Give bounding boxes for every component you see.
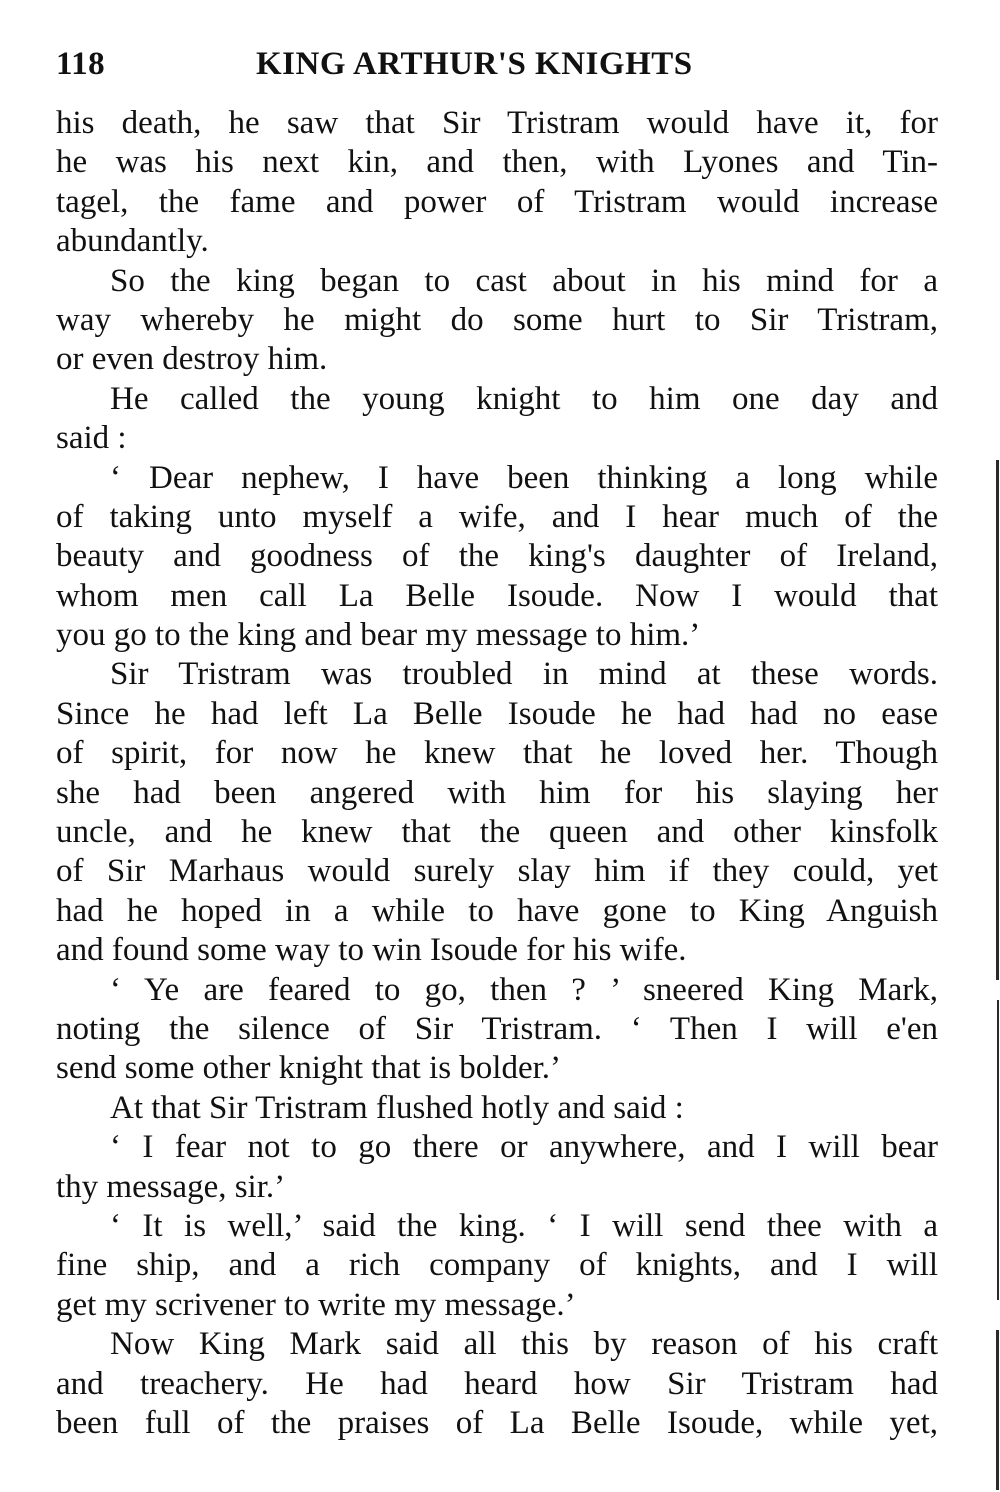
text-line: He called the young knight to him one day and <box>110 380 938 417</box>
text-line: he was his next kin, and then, with Lyones and Tin- <box>56 144 938 181</box>
running-title: KING ARTHUR'S KNIGHTS <box>256 46 693 82</box>
text-line: whom men call La Belle Isoude. Now I would that <box>56 577 938 614</box>
page-edge-shadow <box>997 1000 999 1300</box>
text-line: fine ship, and a rich company of knights, and I will <box>56 1247 938 1284</box>
text-line: you go to the king and bear my message to him.’ <box>56 617 701 654</box>
text-line: At that Sir Tristram flushed hotly and said : <box>110 1089 684 1126</box>
page-edge-shadow <box>996 1330 999 1490</box>
text-line: ‘ It is well,’ said the king. ‘ I will send thee with a <box>110 1207 938 1244</box>
text-line: and found some way to win Isoude for his wife. <box>56 932 687 969</box>
text-line: of spirit, for now he knew that he loved her. Though <box>56 735 938 772</box>
text-line: ‘ I fear not to go there or anywhere, and I will bear <box>110 1129 938 1166</box>
text-line: ‘ Ye are feared to go, then ? ’ sneered King Mark, <box>110 971 938 1008</box>
text-line: beauty and goodness of the king's daughter of Ireland, <box>56 538 938 575</box>
text-line: tagel, the fame and power of Tristram would increase <box>56 183 938 220</box>
text-line: and treachery. He had heard how Sir Tristram had <box>56 1365 938 1402</box>
text-line: Sir Tristram was troubled in mind at these words. <box>110 656 938 693</box>
text-line: or even destroy him. <box>56 341 328 378</box>
text-line: thy message, sir.’ <box>56 1168 286 1205</box>
text-line: his death, he saw that Sir Tristram would have it, for <box>56 105 938 141</box>
text-line: ‘ Dear nephew, I have been thinking a long while <box>110 459 938 496</box>
text-line: she had been angered with him for his slaying her <box>56 774 938 811</box>
text-line: had he hoped in a while to have gone to King Anguish <box>56 892 938 929</box>
text-line: uncle, and he knew that the queen and other kinsfolk <box>56 814 938 851</box>
text-line: noting the silence of Sir Tristram. ‘ Then I will e'en <box>56 1010 938 1047</box>
text-line: send some other knight that is bolder.’ <box>56 1050 562 1087</box>
text-line: So the king began to cast about in his mind for a <box>110 262 938 299</box>
text-line: said : <box>56 420 127 457</box>
text-line: of taking unto myself a wife, and I hear much of the <box>56 498 938 535</box>
page-number: 118 <box>56 46 106 82</box>
text-line: abundantly. <box>56 223 209 260</box>
page-edge-shadow <box>996 460 999 980</box>
text-line: Since he had left La Belle Isoude he had had no ease <box>56 695 938 732</box>
text-line: of Sir Marhaus would surely slay him if they could, yet <box>56 853 938 890</box>
body-text <box>56 104 938 1443</box>
running-head <box>56 44 756 84</box>
text-line: get my scrivener to write my message.’ <box>56 1286 576 1323</box>
text-line: way whereby he might do some hurt to Sir Tristram, <box>56 301 938 338</box>
text-line: Now King Mark said all this by reason of his craft <box>110 1326 938 1363</box>
text-line: been full of the praises of La Belle Isoude, while yet, <box>56 1404 938 1441</box>
